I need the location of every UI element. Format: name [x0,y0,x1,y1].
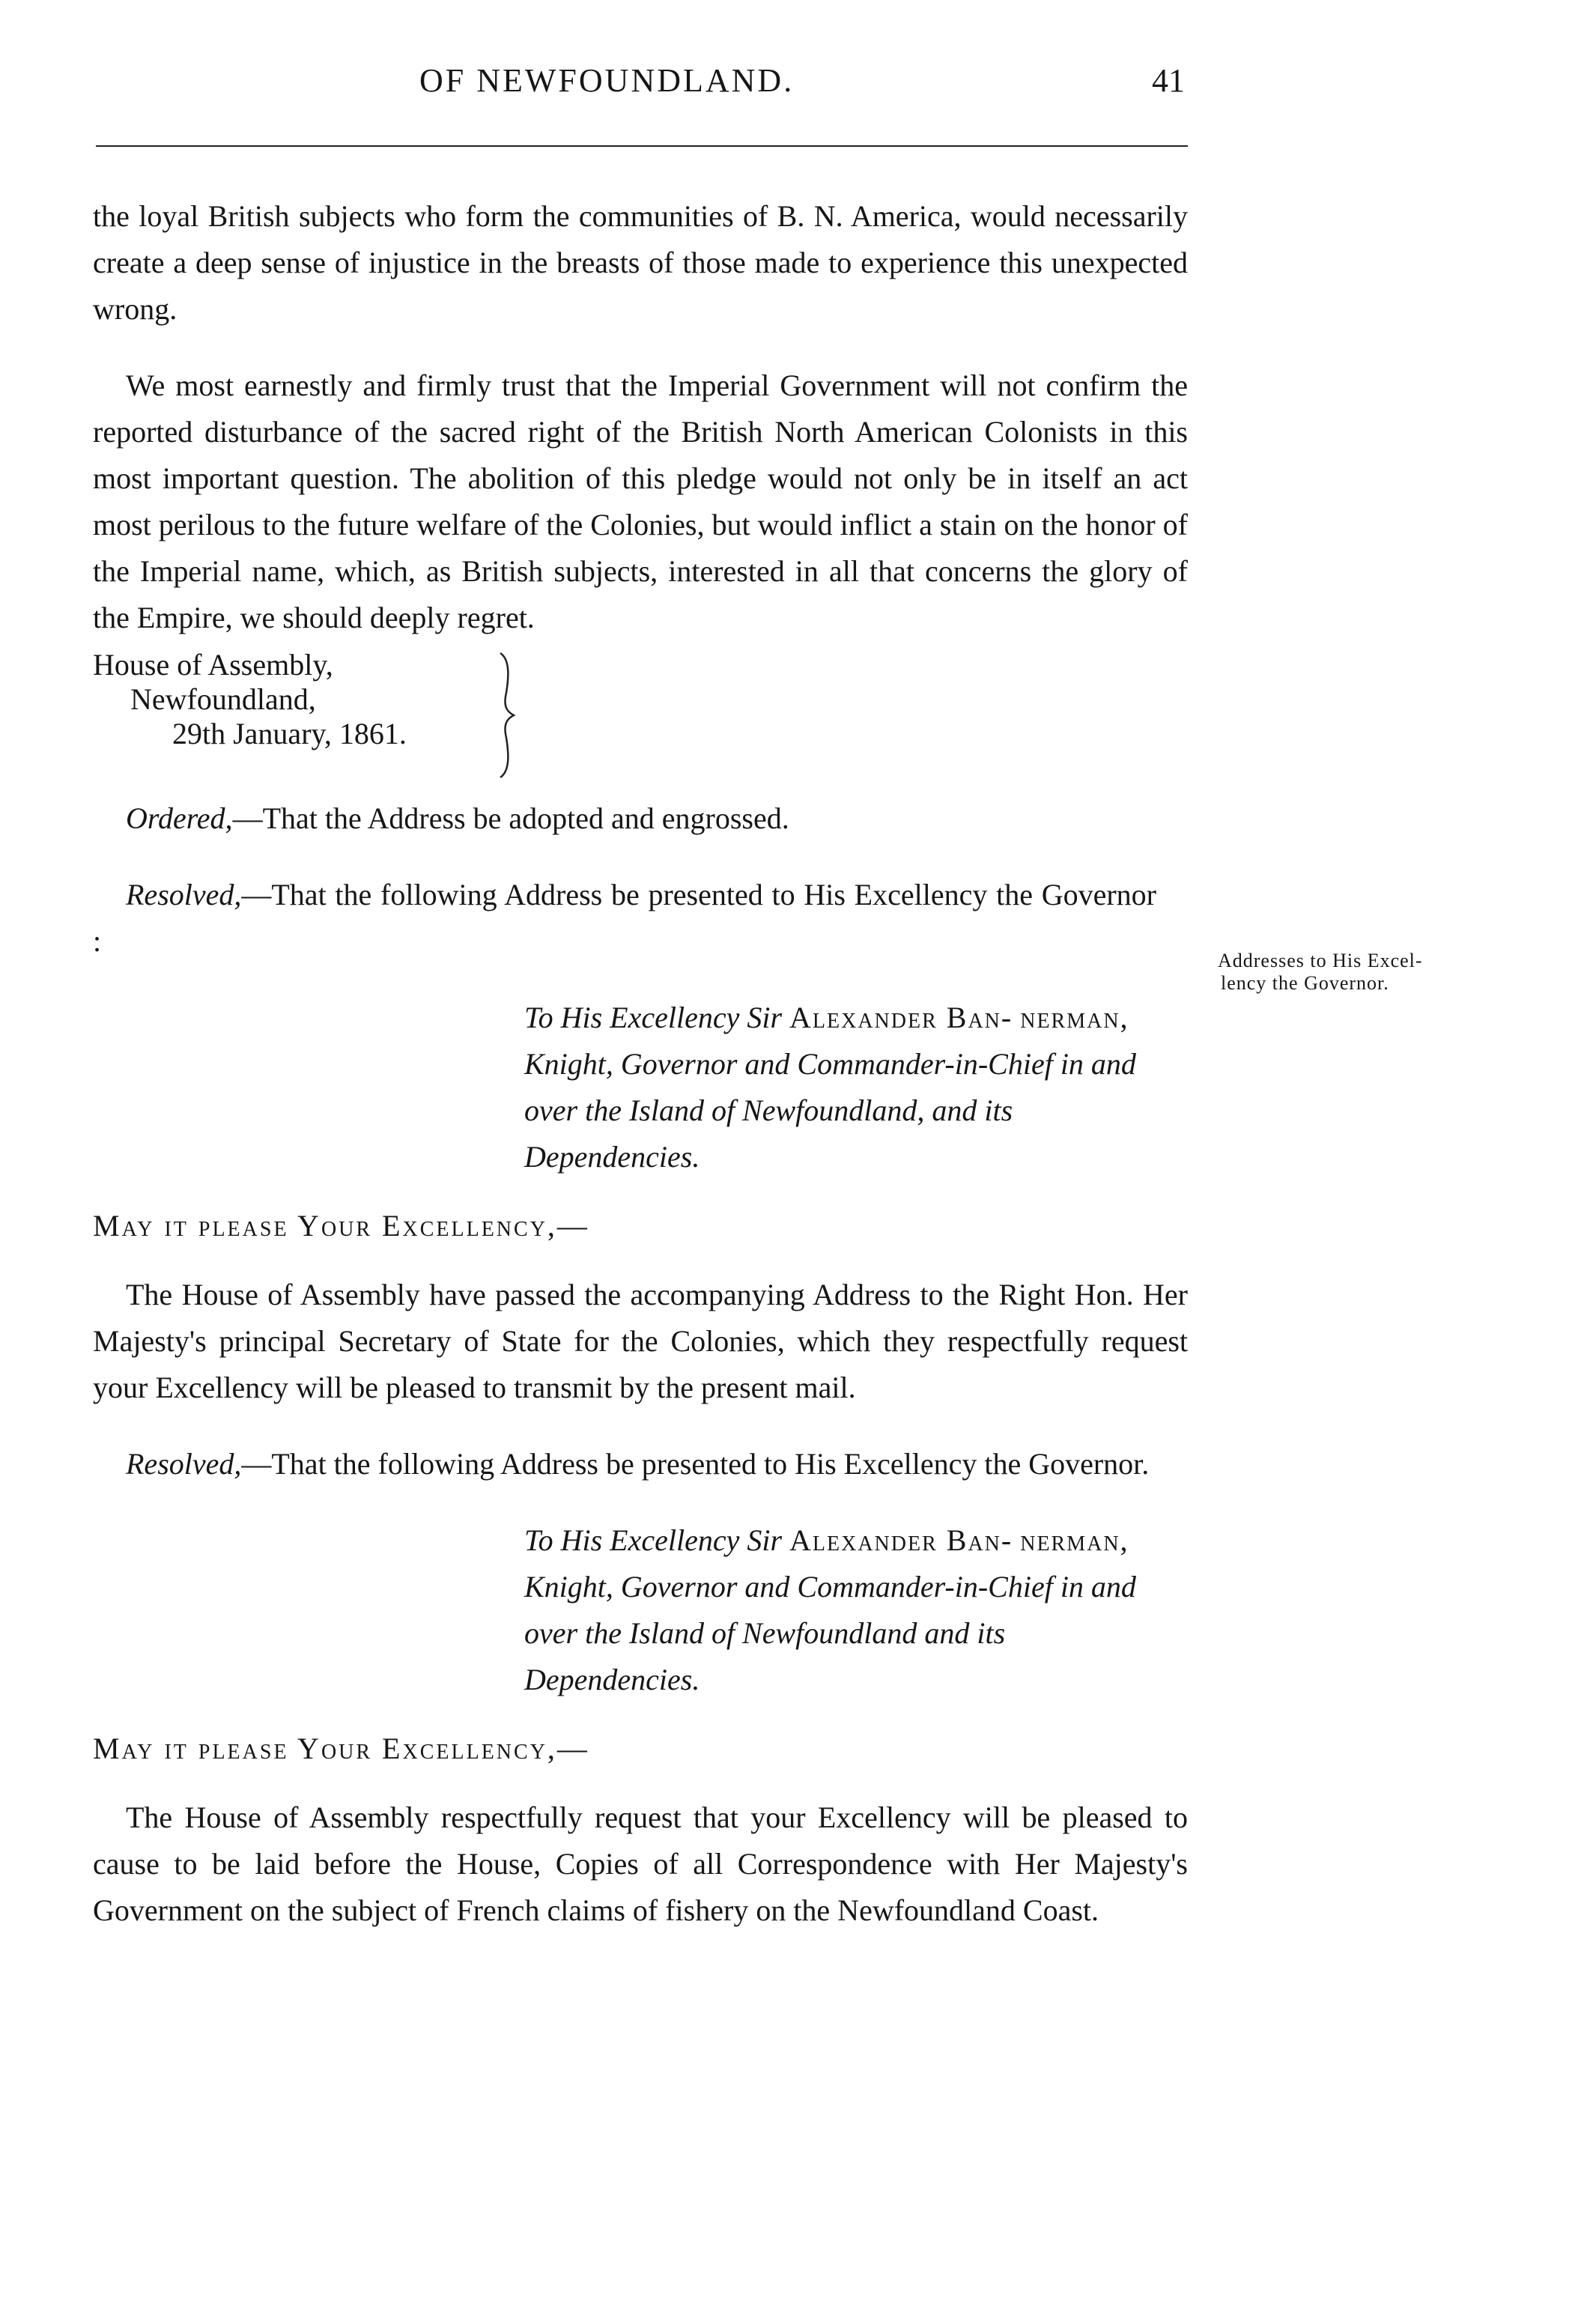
address-name-2a: Alexander Ban- [789,1523,1013,1557]
resolved-label-2: Resolved, [126,1447,242,1481]
resolved-text-2: —That the following Address be presented to His Excellency the Governor. [241,1447,1150,1481]
page-header [97,58,1185,103]
resolved-text-1: —That the following Address be presented to His Excellency the Governor : [93,878,1156,958]
address-name-1a: Alexander Ban- [789,1001,1013,1034]
address-recipient-2 [524,1517,1188,1703]
address-recipient-1 [524,995,1188,1180]
address-rest-2: Knight, Governor and Commander-in-Chief in and over the Island of Newfoundland and its Dependencies. [524,1570,1136,1696]
header-rule [96,145,1188,147]
page-number: 41 [1152,62,1185,99]
dateline-line-1: House of Assembly, [93,648,333,682]
address-rest-1: Knight, Governor and Commander-in-Chief in and over the Island of Newfoundland, and its Dependencies. [524,1047,1136,1174]
paragraph-imperial-government: We most earnestly and firmly trust that the Imperial Government will not confirm the reported disturbance of the sacred right of the British North American Colonists in this most important question. The abolition of this pledge would not only be in itself an act most perilous to the future welfare of the Colonies, but would inflict a stain on the honor of the Imperial name, which, as British subjects, interested in all that concerns the glory of the Empire, we should deeply regret. [93,368,1188,634]
ordered-paragraph [93,795,1188,842]
dateline [93,646,1188,795]
page-body [93,193,1188,1934]
salutation-1: May it please Your Excellency,— [93,1209,589,1243]
ordered-label: Ordered, [126,801,233,835]
dateline-line-2: Newfoundland, [130,682,316,716]
resolved-paragraph-1 [93,872,1156,965]
margin-note-line-1: Addresses to His Excel- [1218,950,1423,971]
address-name-1b: nerman, [1020,1001,1129,1034]
address-to-2: To His Excellency Sir [524,1523,783,1557]
paragraph-accompanying-address: The House of Assembly have passed the accompanying Address to the Right Hon. Her Majesty's principal Secretary of State for the Colonies, which they respectfully request your Excellency will be pleased to transmit by the present mail. [93,1278,1188,1404]
resolved-paragraph-2 [93,1441,1188,1487]
paragraph-french-claims: The House of Assembly respectfully request that your Excellency will be pleased to cause to be laid before the House, Copies of all Correspondence with Her Majesty's Government on the subject of French claims of fishery on the Newfoundland Coast. [93,1800,1188,1927]
running-title: OF NEWFOUNDLAND. [419,62,795,99]
brace-icon [499,652,515,779]
margin-note-line-2: lency the Governor. [1221,972,1389,994]
dateline-line-3: 29th January, 1861. [172,717,407,750]
margin-note [1218,950,1532,995]
ordered-text: —That the Address be adopted and engrossed. [232,801,789,835]
address-name-2b: nerman, [1020,1523,1129,1557]
address-to-1: To His Excellency Sir [524,1001,783,1034]
salutation-2: May it please Your Excellency,— [93,1732,589,1765]
resolved-label-1: Resolved, [126,878,242,911]
paragraph-continued: the loyal British subjects who form the communities of B. N. America, would necessarily create a deep sense of injustice in the breasts of those made to experience this unexpected wrong. [93,199,1188,326]
